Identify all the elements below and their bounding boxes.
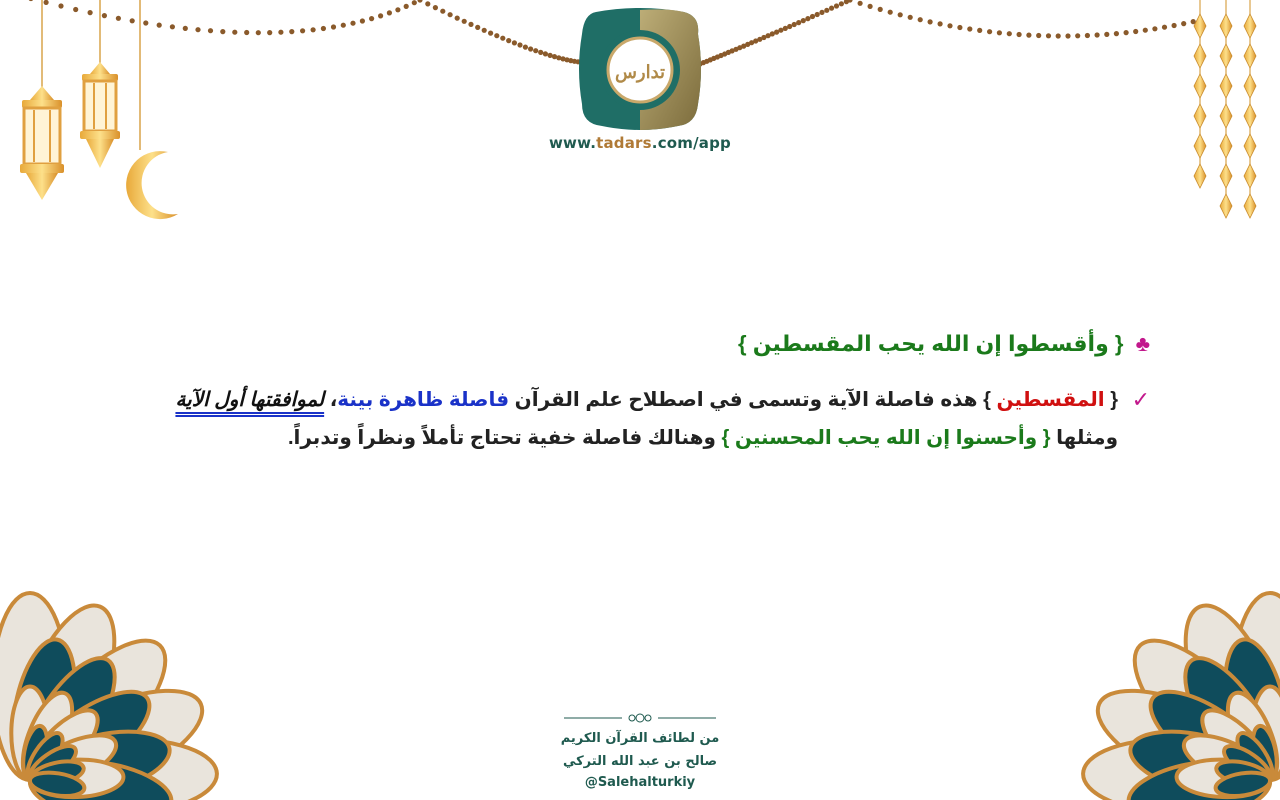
site-url[interactable]: www.tadars.com/app xyxy=(548,134,731,152)
keyword: المقسطين xyxy=(996,389,1105,411)
footer-handle[interactable]: @Salehalturkiy xyxy=(584,775,696,790)
lantern-icon xyxy=(20,86,64,200)
floral-decoration-left xyxy=(0,520,220,800)
checkmark-icon: ✓ xyxy=(1131,387,1150,412)
footer-author: صالح بن عبد الله التركي xyxy=(562,754,718,769)
lanterns-decoration xyxy=(0,0,200,230)
hanging-ornaments xyxy=(1180,0,1280,220)
crescent-icon xyxy=(126,151,178,219)
highlight-text: فاصلة ظاهرة بينة xyxy=(337,389,510,411)
logo-text: تدارس xyxy=(614,62,666,83)
tadars-logo[interactable] xyxy=(578,8,702,130)
club-icon: ♣ xyxy=(1135,331,1150,356)
ornament-divider-icon xyxy=(560,712,720,724)
footer-series-title: من لطائف القرآن الكريم xyxy=(560,731,720,746)
lantern-icon xyxy=(80,62,120,168)
floral-decoration-right xyxy=(1080,520,1280,800)
emphasis-text: لموافقتها أول الآية xyxy=(175,389,325,411)
commentary-paragraph: ✓ { المقسطين } هذه فاصلة الآية وتسمى في اصطلاح علم القرآن فاصلة ظاهرة بينة، لموافقتها أول الآية ومثلها { وأحسنوا إن الله يحب المحسنين } وهنالك فاصلة خفية تحتاج تأملاً ونظراً وتدبراً. xyxy=(140,381,1150,457)
main-content xyxy=(140,325,1150,457)
example-verse: وأحسنوا إن الله يحب المحسنين xyxy=(734,427,1038,449)
verse-line: ♣ { وأقسطوا إن الله يحب المقسطين } xyxy=(738,331,1150,356)
footer xyxy=(540,712,740,792)
verse-text: وأقسطوا إن الله يحب المقسطين xyxy=(752,331,1109,356)
